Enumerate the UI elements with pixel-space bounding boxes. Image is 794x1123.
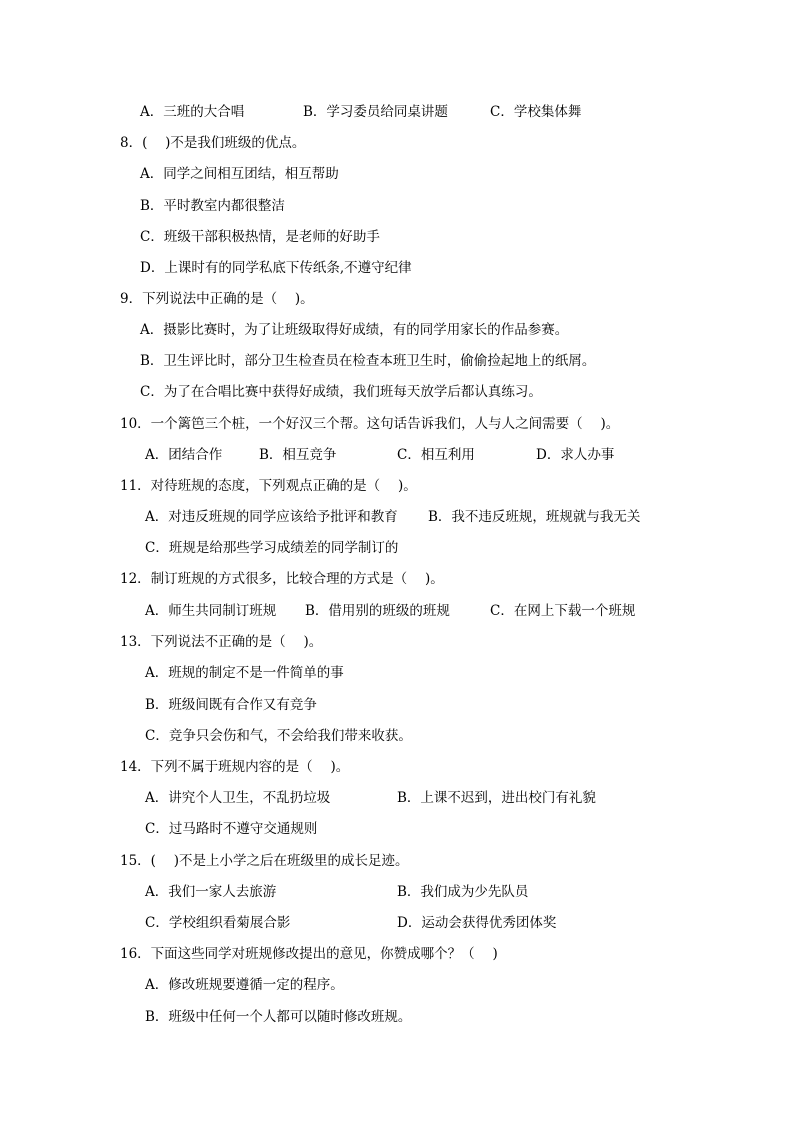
q12-option-a: A．师生共同制订班规 [145, 603, 277, 619]
q11-options-row [0, 507, 794, 527]
q10-option-c: C．相互利用 [397, 447, 475, 463]
q12-option-c: C．在网上下载一个班规 [490, 603, 636, 619]
q9-option-c: C．为了在合唱比赛中获得好成绩，我们班每天放学后都认真练习。 [140, 384, 542, 400]
q11-option-b: B．我不违反班规，班规就与我无关 [428, 509, 641, 525]
q16-option-a: A．修改班规要遵循一定的程序。 [145, 977, 344, 993]
q9-stem: 9．下列说法中正确的是（ )。 [120, 291, 314, 307]
q11-option-c: C．班规是给那些学习成绩差的同学制订的 [145, 540, 399, 556]
q8-option-a: A．同学之间相互团结，相互帮助 [140, 166, 339, 182]
q9-option-b: B．卫生评比时，部分卫生检查员在检查本班卫生时，偷偷捡起地上的纸屑。 [140, 353, 596, 369]
q10-option-b: B．相互竞争 [259, 447, 337, 463]
q10-option-a: A．团结合作 [145, 447, 223, 463]
q12-options-row [0, 601, 794, 621]
q15-options-row-2 [0, 913, 794, 933]
q10-stem: 10．一个篱笆三个桩，一个好汉三个帮。这句话告诉我们，人与人之间需要（ )。 [120, 416, 620, 432]
q15-option-d: D．运动会获得优秀团体奖 [397, 915, 557, 931]
q11-stem: 11．对待班规的态度，下列观点正确的是（ )。 [120, 478, 417, 494]
q7-options-row [0, 102, 794, 122]
q15-options-row-1 [0, 882, 794, 902]
q8-stem: 8．( )不是我们班级的优点。 [120, 135, 306, 151]
q8-option-c: C．班级干部积极热情，是老师的好助手 [140, 229, 380, 245]
q14-stem: 14．下列不属于班规内容的是（ )。 [120, 759, 350, 775]
q14-option-c: C．过马路时不遵守交通规则 [145, 821, 318, 837]
q13-option-b: B．班级间既有合作又有竞争 [145, 697, 317, 713]
q15-option-b: B．我们成为少先队员 [397, 884, 529, 900]
q16-option-b: B．班级中任何一个人都可以随时修改班规。 [145, 1009, 412, 1025]
q14-option-a: A．讲究个人卫生，不乱扔垃圾 [145, 790, 331, 806]
q13-option-a: A．班规的制定不是一件简单的事 [145, 665, 344, 681]
q12-stem: 12．制订班规的方式很多，比较合理的方式是（ )。 [120, 571, 444, 587]
q13-stem: 13．下列说法不正确的是（ )。 [120, 634, 323, 650]
q7-option-b: B．学习委员给同桌讲题 [303, 104, 448, 120]
q7-option-a: A．三班的大合唱 [140, 104, 245, 120]
q15-stem: 15．( )不是上小学之后在班级里的成长足迹。 [120, 853, 409, 869]
q10-option-d: D．求人办事 [536, 447, 615, 463]
q11-option-a: A．对违反班规的同学应该给予批评和教育 [145, 509, 398, 525]
q8-option-d: D．上课时有的同学私底下传纸条,不遵守纪律 [140, 260, 412, 276]
q7-option-c: C．学校集体舞 [490, 104, 582, 120]
q12-option-b: B．借用别的班级的班规 [305, 603, 450, 619]
q16-stem: 16．下面这些同学对班规修改提出的意见，你赞成哪个？（ ) [120, 946, 498, 962]
q14-option-b: B．上课不迟到，进出校门有礼貌 [397, 790, 596, 806]
q10-options-row [0, 445, 794, 465]
q15-option-a: A．我们一家人去旅游 [145, 884, 277, 900]
q8-option-b: B．平时教室内都很整洁 [140, 198, 285, 214]
q15-option-c: C．学校组织看菊展合影 [145, 915, 291, 931]
q14-options-row [0, 788, 794, 808]
q13-option-c: C．竞争只会伤和气，不会给我们带来收获。 [145, 728, 412, 744]
q9-option-a: A．摄影比赛时，为了让班级取得好成绩，有的同学用家长的作品参赛。 [140, 322, 569, 338]
